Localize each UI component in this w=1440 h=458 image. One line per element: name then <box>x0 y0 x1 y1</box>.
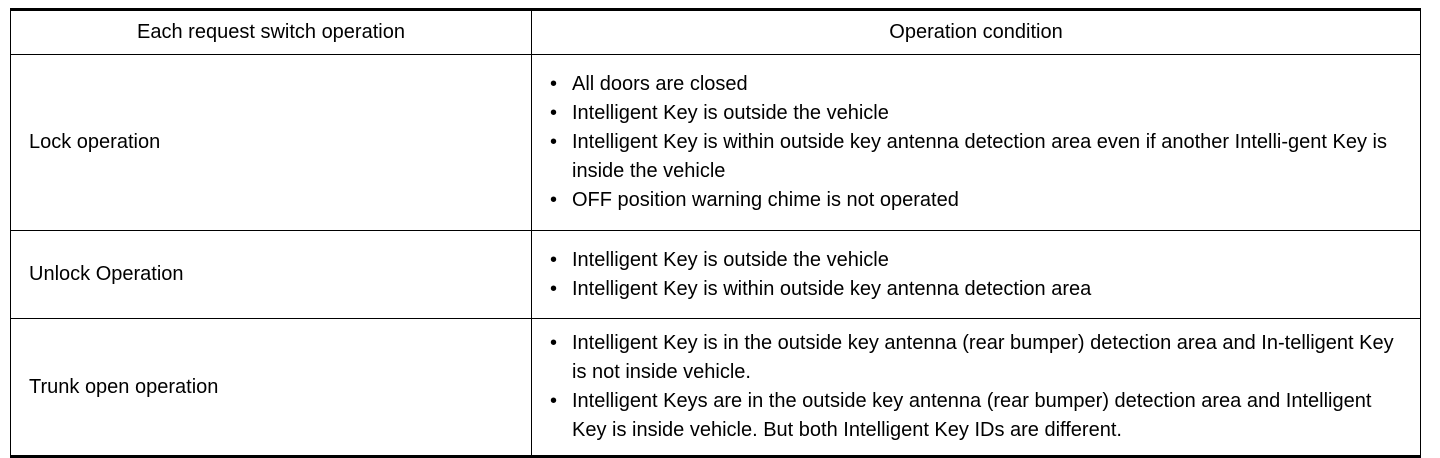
condition-text: Intelligent Keys are in the outside key antenna (rear bumper) detection area and Intelligent Key is inside vehicle. But both Intelligent Key IDs are different. <box>572 390 1372 441</box>
operation-cell: Unlock Operation <box>11 231 532 319</box>
condition-item <box>548 387 1406 445</box>
condition-text: All doors are closed <box>572 73 748 95</box>
bullet-glyph: • <box>550 102 558 124</box>
condition-list <box>548 70 1406 215</box>
table-row <box>11 55 1421 231</box>
bullet-glyph: • <box>550 277 558 300</box>
header-condition: Operation condition <box>532 10 1421 55</box>
bullet-glyph: • <box>550 189 558 211</box>
condition-text: Intelligent Key is within outside key antenna detection area <box>572 277 1092 300</box>
condition-item <box>548 99 1406 128</box>
bullet-glyph: • <box>550 390 558 412</box>
condition-text: Intelligent Key is outside the vehicle <box>572 248 889 271</box>
table-row <box>11 231 1421 319</box>
condition-text: Intelligent Key is outside the vehicle <box>572 102 889 124</box>
bullet-glyph: • <box>550 332 558 354</box>
condition-text: Intelligent Key is in the outside key antenna (rear bumper) detection area and In-telligent Key is not inside vehicle. <box>572 332 1394 383</box>
condition-item <box>548 70 1406 99</box>
condition-text: OFF position warning chime is not operated <box>572 189 959 211</box>
operation-cell: Lock operation <box>11 55 532 231</box>
condition-cell <box>532 55 1421 231</box>
table-header-row <box>11 10 1421 55</box>
table-row <box>11 319 1421 457</box>
bullet-glyph: • <box>550 73 558 95</box>
condition-item <box>548 186 1406 215</box>
bullet-glyph: • <box>550 131 558 153</box>
condition-cell <box>532 231 1421 319</box>
condition-list <box>548 329 1406 445</box>
condition-list <box>548 246 1406 304</box>
condition-text: Intelligent Key is within outside key antenna detection area even if another Intelli-gent Key is inside the vehicle <box>572 131 1387 182</box>
operation-cell: Trunk open operation <box>11 319 532 457</box>
header-operation: Each request switch operation <box>11 10 532 55</box>
condition-cell <box>532 319 1421 457</box>
condition-item <box>548 246 1406 275</box>
bullet-glyph: • <box>550 248 558 271</box>
condition-item <box>548 275 1406 304</box>
request-switch-operation-table <box>10 8 1421 458</box>
condition-item <box>548 329 1406 387</box>
condition-item <box>548 128 1406 186</box>
